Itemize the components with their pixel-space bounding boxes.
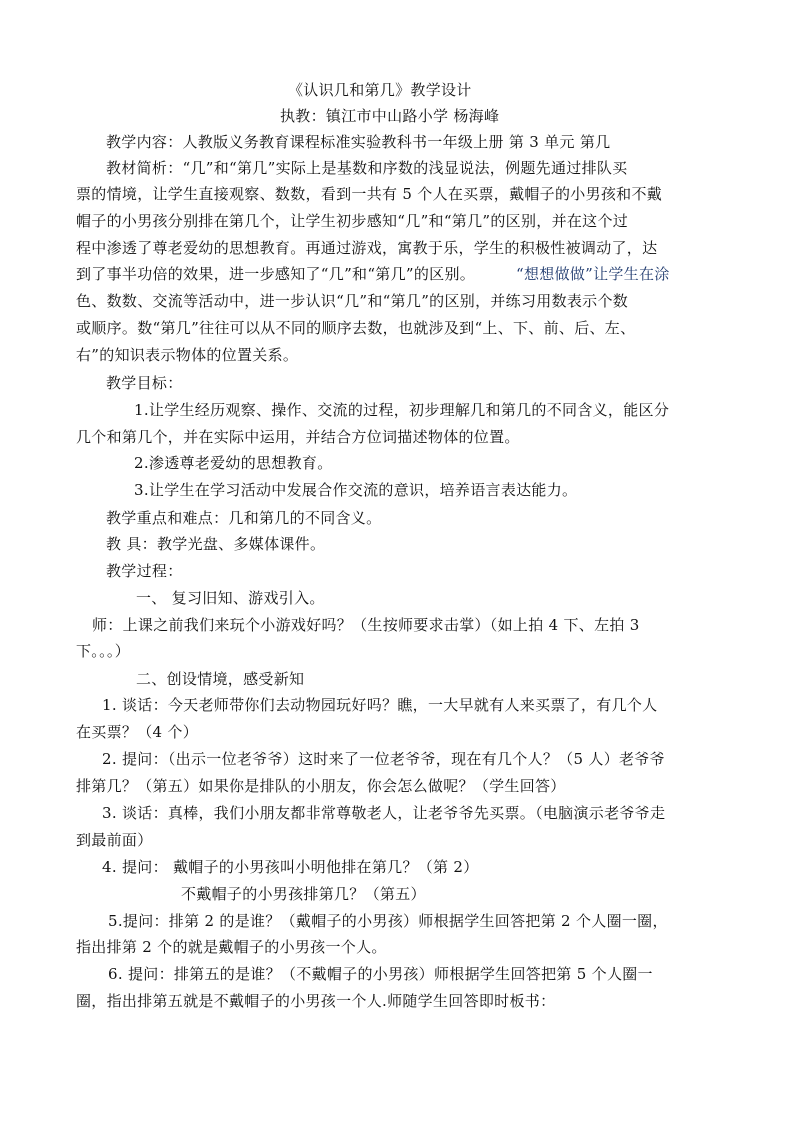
analysis-line: 色、数数、交流等活动中，进一步认识“几”和“第几”的区别，并练习用数表示个数	[76, 292, 629, 310]
goal-item: 3.让学生在学习活动中发展合作交流的意识，培养语言表达能力。	[134, 481, 578, 499]
key-points-line: 教学重点和难点：几和第几的不同含义。	[106, 509, 382, 527]
section-heading: 二、创设情境，感受新知	[136, 670, 305, 688]
teacher-line: 下。。。）	[76, 642, 131, 660]
analysis-line: 程中渗透了尊老爱幼的思想教育。再通过游戏，寓教于乐，学生的积极性被调动了，达	[76, 239, 658, 257]
step-line: 5.提问：排第 2 的是谁？（戴帽子的小男孩）师根据学生回答把第 2 个人圈一圈，	[108, 912, 668, 930]
goal-item: 几个和第几个，并在实际中运用，并结合方位词描述物体的位置。	[76, 428, 520, 446]
step-line: 圈，指出排第五就是不戴帽子的小男孩一个人.师随学生回答即时板书：	[76, 992, 556, 1010]
analysis-line: 或顺序。数“第几”往往可以从不同的顺序去数，也就涉及到“上、下、前、后、左、	[76, 319, 636, 337]
analysis-line: 右”的知识表示物体的位置关系。	[76, 346, 299, 364]
step-line: 到最前面）	[76, 831, 153, 849]
document-title: 《认识几和第几》教学设计	[288, 81, 472, 99]
goal-item: 1.让学生经历观察、操作、交流的过程，初步理解几和第几的不同含义，能区分	[134, 401, 670, 419]
step-line: 排第几？（第五）如果你是排队的小朋友，你会怎么做呢？（学生回答）	[76, 777, 566, 795]
step-line: 不戴帽子的小男孩排第几？（第五）	[181, 885, 426, 903]
step-line: 在买票？（4 个）	[76, 723, 199, 741]
analysis-line: 教材简析：“几”和“第几”实际上是基数和序数的浅显说法，例题先通过排队买	[106, 159, 628, 177]
process-heading: 教学过程：	[106, 562, 183, 580]
analysis-line-highlight: “想想做做”让学生在涂	[516, 265, 670, 283]
step-line: 3. 谈话：真棒，我们小朋友都非常尊敬老人，让老爷爷先买票。（电脑演示老爷爷走	[102, 804, 666, 822]
step-line: 指出排第 2 个的就是戴帽子的小男孩一个人。	[76, 938, 387, 956]
analysis-line: 票的情境，让学生直接观察、数数，看到一共有 5 个人在买票，戴帽子的小男孩和不戴	[76, 185, 663, 203]
teacher-line: 师：上课之前我们来玩个小游戏好吗？（生按师要求击掌）（如上拍 4 下、左拍 3	[92, 616, 640, 634]
step-line: 1. 谈话：今天老师带你们去动物园玩好吗？瞧，一大早就有人来买票了，有几个人	[102, 696, 658, 714]
step-line: 4. 提问： 戴帽子的小男孩叫小明他排在第几？（第 2）	[102, 858, 479, 876]
tools-line: 教 具：教学光盘、多媒体课件。	[106, 535, 326, 553]
goals-heading: 教学目标：	[106, 374, 183, 392]
goal-item: 2.渗透尊老爱幼的思想教育。	[134, 454, 333, 472]
step-line: 2. 提问：（出示一位老爷爷）这时来了一位老爷爷，现在有几个人？（5 人）老爷爷	[102, 750, 665, 768]
author-line: 执教：镇江市中山路小学 杨海峰	[280, 107, 500, 125]
analysis-line: 帽子的小男孩分别排在第几个，让学生初步感知“几”和“第几”的区别，并在这个过	[76, 212, 629, 230]
section-heading: 一、 复习旧知、游戏引入。	[136, 589, 325, 607]
analysis-line: 到了事半功倍的效果，进一步感知了“几”和“第几”的区别。	[76, 265, 476, 283]
content-line: 教学内容：人教版义务教育课程标准实验教科书一年级上册 第 3 单元 第几	[106, 133, 611, 151]
step-line: 6. 提问：排第五的是谁？（不戴帽子的小男孩）师根据学生回答把第 5 个人圈一	[108, 965, 653, 983]
